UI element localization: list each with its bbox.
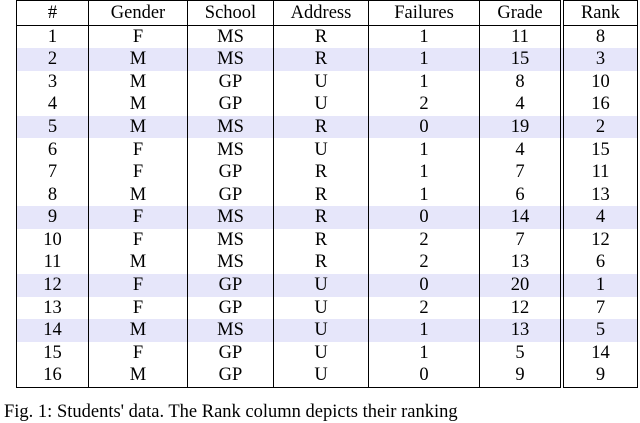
cell-gender: F	[89, 297, 188, 320]
column-header-rank: Rank	[562, 1, 638, 26]
cell-grade: 5	[480, 342, 563, 365]
cell-row-number: 2	[17, 48, 89, 71]
table-row	[17, 184, 638, 207]
column-header-grade: Grade	[480, 1, 563, 26]
cell-failures: 1	[369, 48, 480, 71]
cell-rank: 14	[562, 342, 638, 365]
cell-gender: M	[89, 319, 188, 342]
cell-school: MS	[188, 48, 274, 71]
cell-school: MS	[188, 251, 274, 274]
cell-rank: 1	[562, 274, 638, 297]
cell-failures: 0	[369, 364, 480, 387]
cell-row-number: 7	[17, 161, 89, 184]
cell-address: U	[274, 274, 369, 297]
cell-grade: 9	[480, 364, 563, 387]
cell-gender: M	[89, 184, 188, 207]
cell-failures: 2	[369, 297, 480, 320]
cell-failures: 0	[369, 206, 480, 229]
cell-gender: M	[89, 251, 188, 274]
cell-grade: 7	[480, 229, 563, 252]
cell-grade: 15	[480, 48, 563, 71]
cell-gender: F	[89, 342, 188, 365]
cell-rank: 3	[562, 48, 638, 71]
column-header-address: Address	[274, 1, 369, 26]
cell-address: U	[274, 319, 369, 342]
cell-school: GP	[188, 161, 274, 184]
cell-rank: 13	[562, 184, 638, 207]
cell-school: GP	[188, 364, 274, 387]
cell-address: U	[274, 93, 369, 116]
cell-rank: 5	[562, 319, 638, 342]
table-row	[17, 206, 638, 229]
cell-gender: M	[89, 71, 188, 94]
cell-grade: 13	[480, 319, 563, 342]
cell-address: R	[274, 116, 369, 139]
cell-failures: 1	[369, 138, 480, 161]
cell-row-number: 10	[17, 229, 89, 252]
table-row	[17, 25, 638, 48]
table-row	[17, 251, 638, 274]
cell-grade: 20	[480, 274, 563, 297]
cell-row-number: 3	[17, 71, 89, 94]
cell-gender: M	[89, 48, 188, 71]
cell-rank: 7	[562, 297, 638, 320]
cell-address: R	[274, 48, 369, 71]
cell-failures: 0	[369, 116, 480, 139]
cell-rank: 6	[562, 251, 638, 274]
cell-gender: F	[89, 229, 188, 252]
cell-rank: 2	[562, 116, 638, 139]
cell-failures: 1	[369, 161, 480, 184]
cell-failures: 2	[369, 251, 480, 274]
figure-caption: Fig. 1: Students' data. The Rank column depicts their ranking	[4, 402, 458, 422]
cell-rank: 9	[562, 364, 638, 387]
cell-row-number: 12	[17, 274, 89, 297]
cell-address: U	[274, 71, 369, 94]
cell-grade: 4	[480, 138, 563, 161]
column-header-row-number: #	[17, 1, 89, 26]
students-table	[16, 0, 638, 388]
cell-row-number: 5	[17, 116, 89, 139]
cell-school: GP	[188, 274, 274, 297]
cell-row-number: 11	[17, 251, 89, 274]
cell-school: GP	[188, 297, 274, 320]
table-row	[17, 342, 638, 365]
cell-address: R	[274, 229, 369, 252]
cell-row-number: 8	[17, 184, 89, 207]
cell-school: MS	[188, 25, 274, 48]
table-row	[17, 48, 638, 71]
column-header-failures: Failures	[369, 1, 480, 26]
cell-address: R	[274, 25, 369, 48]
cell-row-number: 13	[17, 297, 89, 320]
cell-address: R	[274, 184, 369, 207]
cell-row-number: 15	[17, 342, 89, 365]
cell-address: R	[274, 251, 369, 274]
cell-rank: 11	[562, 161, 638, 184]
cell-failures: 1	[369, 342, 480, 365]
cell-rank: 8	[562, 25, 638, 48]
cell-gender: F	[89, 25, 188, 48]
table-row	[17, 71, 638, 94]
table-row	[17, 364, 638, 387]
table-body	[17, 25, 638, 388]
cell-row-number: 4	[17, 93, 89, 116]
table-row	[17, 319, 638, 342]
cell-grade: 11	[480, 25, 563, 48]
cell-school: GP	[188, 184, 274, 207]
cell-school: MS	[188, 319, 274, 342]
cell-grade: 12	[480, 297, 563, 320]
cell-grade: 14	[480, 206, 563, 229]
cell-grade: 8	[480, 71, 563, 94]
cell-grade: 13	[480, 251, 563, 274]
column-header-gender: Gender	[89, 1, 188, 26]
table-row	[17, 93, 638, 116]
table-row	[17, 297, 638, 320]
cell-failures: 2	[369, 229, 480, 252]
cell-school: GP	[188, 342, 274, 365]
cell-address: U	[274, 342, 369, 365]
cell-row-number: 14	[17, 319, 89, 342]
cell-gender: F	[89, 138, 188, 161]
table-row	[17, 161, 638, 184]
cell-failures: 0	[369, 274, 480, 297]
cell-failures: 1	[369, 184, 480, 207]
cell-grade: 19	[480, 116, 563, 139]
cell-grade: 6	[480, 184, 563, 207]
cell-gender: M	[89, 93, 188, 116]
cell-row-number: 6	[17, 138, 89, 161]
cell-school: MS	[188, 229, 274, 252]
cell-rank: 4	[562, 206, 638, 229]
cell-failures: 1	[369, 319, 480, 342]
cell-gender: F	[89, 206, 188, 229]
cell-school: MS	[188, 116, 274, 139]
cell-grade: 7	[480, 161, 563, 184]
table-header-row	[17, 1, 638, 26]
cell-address: U	[274, 297, 369, 320]
table-row	[17, 138, 638, 161]
cell-gender: F	[89, 274, 188, 297]
cell-row-number: 1	[17, 25, 89, 48]
cell-gender: M	[89, 364, 188, 387]
cell-gender: M	[89, 116, 188, 139]
cell-school: GP	[188, 93, 274, 116]
cell-school: MS	[188, 138, 274, 161]
cell-rank: 16	[562, 93, 638, 116]
cell-school: MS	[188, 206, 274, 229]
table-row	[17, 274, 638, 297]
cell-gender: F	[89, 161, 188, 184]
table-row	[17, 229, 638, 252]
cell-row-number: 16	[17, 364, 89, 387]
cell-failures: 1	[369, 71, 480, 94]
cell-rank: 12	[562, 229, 638, 252]
cell-address: R	[274, 206, 369, 229]
cell-row-number: 9	[17, 206, 89, 229]
cell-address: U	[274, 364, 369, 387]
table-row	[17, 116, 638, 139]
cell-address: U	[274, 138, 369, 161]
column-header-school: School	[188, 1, 274, 26]
cell-school: GP	[188, 71, 274, 94]
cell-address: R	[274, 161, 369, 184]
cell-failures: 2	[369, 93, 480, 116]
cell-failures: 1	[369, 25, 480, 48]
cell-grade: 4	[480, 93, 563, 116]
cell-rank: 10	[562, 71, 638, 94]
cell-rank: 15	[562, 138, 638, 161]
